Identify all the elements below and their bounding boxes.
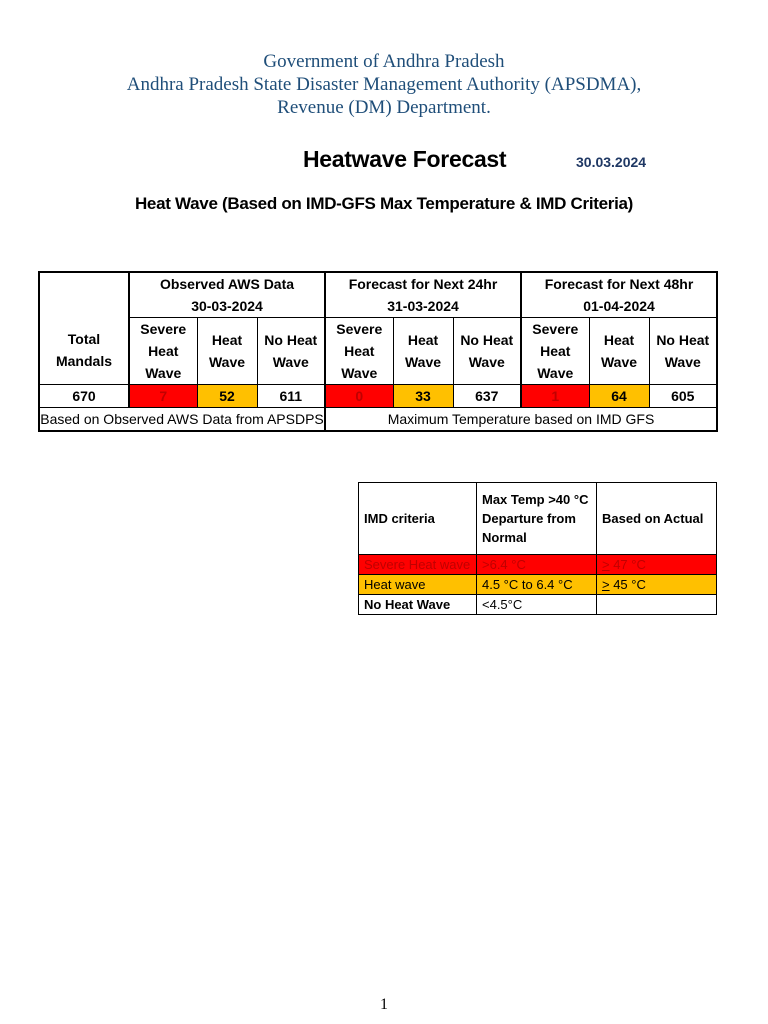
criteria-departure: <4.5°C	[477, 595, 597, 615]
criteria-row-severe	[359, 555, 717, 575]
label-line: Wave	[600, 354, 638, 370]
criteria-actual	[597, 555, 717, 575]
label-line: No Heat	[460, 332, 514, 348]
total-mandals-header: Total Mandals	[39, 272, 129, 385]
label-line: No Heat	[264, 332, 318, 348]
table-footer-row	[39, 408, 717, 432]
heatwave-mandals-table	[38, 271, 718, 432]
label-line: Max Temp >40 °C	[482, 492, 589, 507]
noheat-header	[257, 318, 325, 385]
header-line-government: Government of Andhra Pradesh	[263, 51, 505, 72]
criteria-row-noheat	[359, 595, 717, 615]
criteria-row-heat	[359, 575, 717, 595]
group-header-observed	[129, 272, 325, 318]
label-line: Heat	[211, 332, 243, 348]
heat-header	[197, 318, 257, 385]
group-date: 31-03-2024	[387, 298, 459, 314]
group-header-24hr	[325, 272, 521, 318]
label-line: Severe	[336, 321, 383, 337]
severe-header	[521, 318, 589, 385]
label-line: Departure from	[482, 511, 576, 526]
group-title: Observed AWS Data	[159, 276, 295, 292]
label-line: Normal	[482, 530, 527, 545]
forecast48-heat-value: 64	[589, 385, 649, 408]
label-line: Wave	[272, 354, 309, 370]
label-line: Heat	[603, 332, 635, 348]
gte-symbol: >	[602, 577, 610, 592]
criteria-label: Heat wave	[359, 575, 477, 595]
actual-value: 47 °C	[609, 557, 646, 572]
page-title: Heatwave Forecast	[303, 146, 507, 172]
severe-header	[325, 318, 393, 385]
criteria-actual	[597, 595, 717, 615]
criteria-header: IMD criteria	[359, 483, 477, 555]
report-date: 30.03.2024	[576, 154, 647, 170]
observed-noheat-value: 611	[257, 385, 325, 408]
table-row	[39, 385, 717, 408]
heat-header	[589, 318, 649, 385]
gte-symbol: >	[602, 557, 610, 572]
footer-note-forecast: Maximum Temperature based on IMD GFS	[325, 408, 717, 432]
criteria-label: Severe Heat wave	[359, 555, 477, 575]
noheat-header	[649, 318, 717, 385]
label-line: Wave	[404, 354, 442, 370]
label-line: Heat Wave	[537, 343, 574, 381]
criteria-departure: >6.4 °C	[477, 555, 597, 575]
forecast24-heat-value: 33	[393, 385, 453, 408]
label-line: Severe	[532, 321, 579, 337]
noheat-header	[453, 318, 521, 385]
group-date: 30-03-2024	[191, 298, 263, 314]
page-subtitle: Heat Wave (Based on IMD-GFS Max Temperature & IMD Criteria)	[134, 194, 634, 213]
forecast48-noheat-value: 605	[649, 385, 717, 408]
criteria-departure: 4.5 °C to 6.4 °C	[477, 575, 597, 595]
document-header	[0, 50, 768, 119]
criteria-actual	[597, 575, 717, 595]
actual-value: 45 °C	[609, 577, 646, 592]
observed-severe-value: 7	[129, 385, 197, 408]
table-group-header-row	[39, 272, 717, 318]
severe-header	[129, 318, 197, 385]
label-line: Wave	[468, 354, 505, 370]
label-line: No Heat	[656, 332, 710, 348]
page-number: 1	[380, 996, 388, 1013]
header-line-apsdma: Andhra Pradesh State Disaster Management Authority (APSDMA),	[126, 74, 642, 95]
criteria-label: No Heat Wave	[359, 595, 477, 615]
group-title: Forecast for Next 24hr	[348, 276, 498, 292]
total-mandals-value: 670	[39, 385, 129, 408]
forecast48-severe-value: 1	[521, 385, 589, 408]
forecast24-severe-value: 0	[325, 385, 393, 408]
imd-criteria-table	[358, 482, 717, 615]
observed-heat-value: 52	[197, 385, 257, 408]
actual-header: Based on Actual	[597, 483, 717, 555]
header-line-department: Revenue (DM) Department.	[277, 97, 491, 118]
table-sub-header-row	[39, 318, 717, 385]
group-header-48hr	[521, 272, 717, 318]
forecast24-noheat-value: 637	[453, 385, 521, 408]
label-line: Severe	[140, 321, 187, 337]
group-title: Forecast for Next 48hr	[544, 276, 694, 292]
label-line: Wave	[664, 354, 701, 370]
departure-header	[477, 483, 597, 555]
group-date: 01-04-2024	[583, 298, 655, 314]
heat-header	[393, 318, 453, 385]
footer-note-observed: Based on Observed AWS Data from APSDPS	[39, 408, 325, 432]
criteria-header-row	[359, 483, 717, 555]
label-line: Heat	[407, 332, 439, 348]
label-line: Wave	[208, 354, 246, 370]
label-line: Heat Wave	[145, 343, 182, 381]
label-line: Heat Wave	[341, 343, 378, 381]
